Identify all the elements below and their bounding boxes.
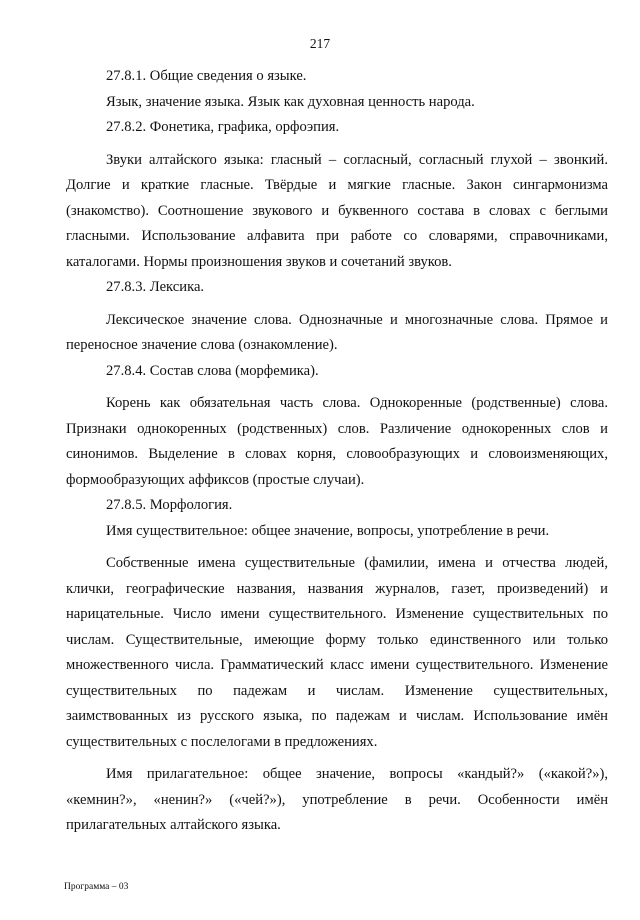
page-number: 217 <box>309 36 331 51</box>
paragraph-morphemics: Корень как обязательная часть слова. Однокоренные (родственные) слова. Признаки однокоренных (родственных) слов. Различение однокоренных слов и синонимов. Выделение в словах корня, словообразующих и словоизменяющих, формообразующих аффиксов (простые случаи). <box>66 395 608 488</box>
section-heading-general: 27.8.1. Общие сведения о языке. <box>106 68 307 84</box>
section-heading-morphology: 27.8.5. Морфология. <box>106 497 233 513</box>
paragraph-lexicon: Лексическое значение слова. Однозначные и многозначные слова. Прямое и переносное значение слова (ознакомление). <box>66 311 608 353</box>
section-heading-morphemics: 27.8.4. Состав слова (морфемика). <box>106 362 319 379</box>
footer-label: Программа – 03 <box>64 882 129 892</box>
section-heading-phonetics: 27.8.2. Фонетика, графика, орфоэпия. <box>106 119 340 135</box>
paragraph-adjective: Имя прилагательное: общее значение, вопросы «кандый?» («какой?»), «кемнин?», «ненин?» («чей?»), употребление в речи. Особенности имён прилагательных алтайского языка. <box>66 766 608 833</box>
section-heading-lexicon: 27.8.3. Лексика. <box>106 279 205 295</box>
paragraph-language-value: Язык, значение языка. Язык как духовная ценность народа. <box>106 93 475 110</box>
paragraph-phonetics: Звуки алтайского языка: гласный – согласный, согласный глухой – звонкий. Долгие и краткие гласные. Твёрдые и мягкие гласные. Закон сингармонизма (знакомство). Соотношение звукового и буквенного состава в словах с беглыми гласными. Использование алфавита при работе со словарями, справочниками, каталогами. Нормы произношения звуков и сочетаний звуков. <box>66 151 608 270</box>
document-body <box>66 64 608 839</box>
paragraph-noun-general: Имя существительное: общее значение, вопросы, употребление в речи. <box>106 522 550 539</box>
paragraph-proper-nouns: Собственные имена существительные (фамилии, имена и отчества людей, клички, географические названия, названия журналов, газет, произведений) и нарицательные. Число имени существительного. Изменение существительных по числам. Существительные, имеющие форму только единственного или только множественного числа. Грамматический класс имени существительного. Изменение существительных по падежам и числам. Изменение существительных, заимствованных из русского языка, по падежам и числам. Использование имён существительных с послелогами в предложениях. <box>66 555 608 750</box>
